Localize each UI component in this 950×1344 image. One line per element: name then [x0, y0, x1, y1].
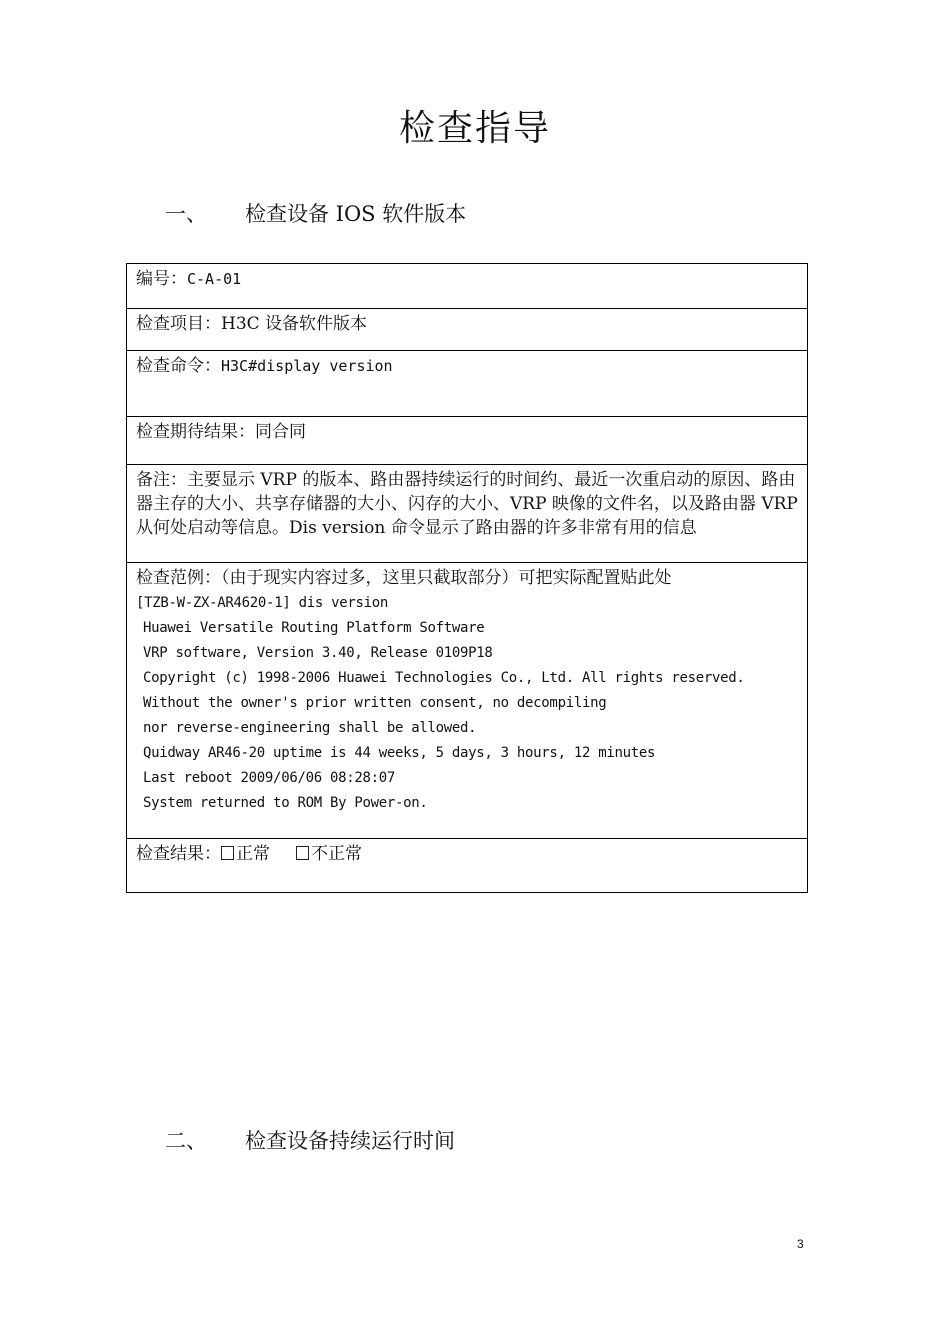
example-line: Without the owner's prior written consent, no decompiling [143, 695, 607, 711]
check-table [126, 263, 808, 893]
example-line: nor reverse-engineering shall be allowed. [143, 720, 477, 736]
table-row-expected [127, 417, 808, 465]
result-label: 检查结果： [136, 844, 221, 864]
result-option-normal: 正常 [236, 844, 270, 864]
item-label: 检查项目： [136, 314, 221, 334]
result-cell [127, 839, 808, 893]
example-line: [TZB-W-ZX-AR4620-1] dis version [136, 595, 388, 611]
example-line: Copyright (c) 1998-2006 Huawei Technologies Co., Ltd. All rights reserved. [143, 670, 745, 686]
expected-cell [127, 417, 808, 465]
id-label: 编号： [136, 269, 187, 289]
expected-value: 同合同 [255, 422, 306, 442]
section-number: 一、 [165, 202, 207, 226]
example-line: Huawei Versatile Routing Platform Software [143, 620, 485, 636]
section-heading-2 [165, 1125, 455, 1155]
page-number: 3 [797, 1237, 804, 1251]
table-row-example [127, 563, 808, 839]
command-value: H3C#display version [221, 357, 393, 375]
table-row-item [127, 309, 808, 351]
section-heading-1 [165, 198, 466, 228]
table-row-result [127, 839, 808, 893]
id-value: C-A-01 [187, 270, 242, 288]
page-title: 检查指导 [398, 108, 551, 149]
example-cell [127, 563, 808, 839]
checkbox-abnormal[interactable] [296, 846, 309, 860]
command-label: 检查命令： [136, 356, 221, 376]
checkbox-normal[interactable] [221, 846, 234, 860]
table-row-note [127, 465, 808, 563]
section-title: 检查设备持续运行时间 [245, 1129, 455, 1153]
example-line: Last reboot 2009/06/06 08:28:07 [143, 770, 395, 786]
example-line: System returned to ROM By Power-on. [143, 795, 428, 811]
example-output [136, 591, 798, 816]
item-cell [127, 309, 808, 351]
example-line: VRP software, Version 3.40, Release 0109P18 [143, 645, 493, 661]
id-cell [127, 264, 808, 309]
command-cell [127, 351, 808, 417]
table-row-command [127, 351, 808, 417]
example-label: 检查范例：（由于现实内容过多，这里只截取部分）可把实际配置贴此处 [136, 568, 672, 588]
section-number: 二、 [165, 1129, 207, 1153]
item-value: H3C 设备软件版本 [221, 314, 368, 334]
note-cell: 备注：主要显示 VRP 的版本、路由器持续运行的时间约、最近一次重启动的原因、路由器主存的大小、共享存储器的大小、闪存的大小、VRP 映像的文件名，以及路由器 VRP 从何处启动等信息。Dis version 命令显示了路由器的许多非常有用的信息 [127, 465, 808, 563]
section-title: 检查设备 IOS 软件版本 [245, 202, 467, 226]
example-line: Quidway AR46-20 uptime is 44 weeks, 5 days, 3 hours, 12 minutes [143, 745, 656, 761]
table-row-id [127, 264, 808, 309]
result-option-abnormal: 不正常 [311, 844, 362, 864]
expected-label: 检查期待结果： [136, 422, 255, 442]
